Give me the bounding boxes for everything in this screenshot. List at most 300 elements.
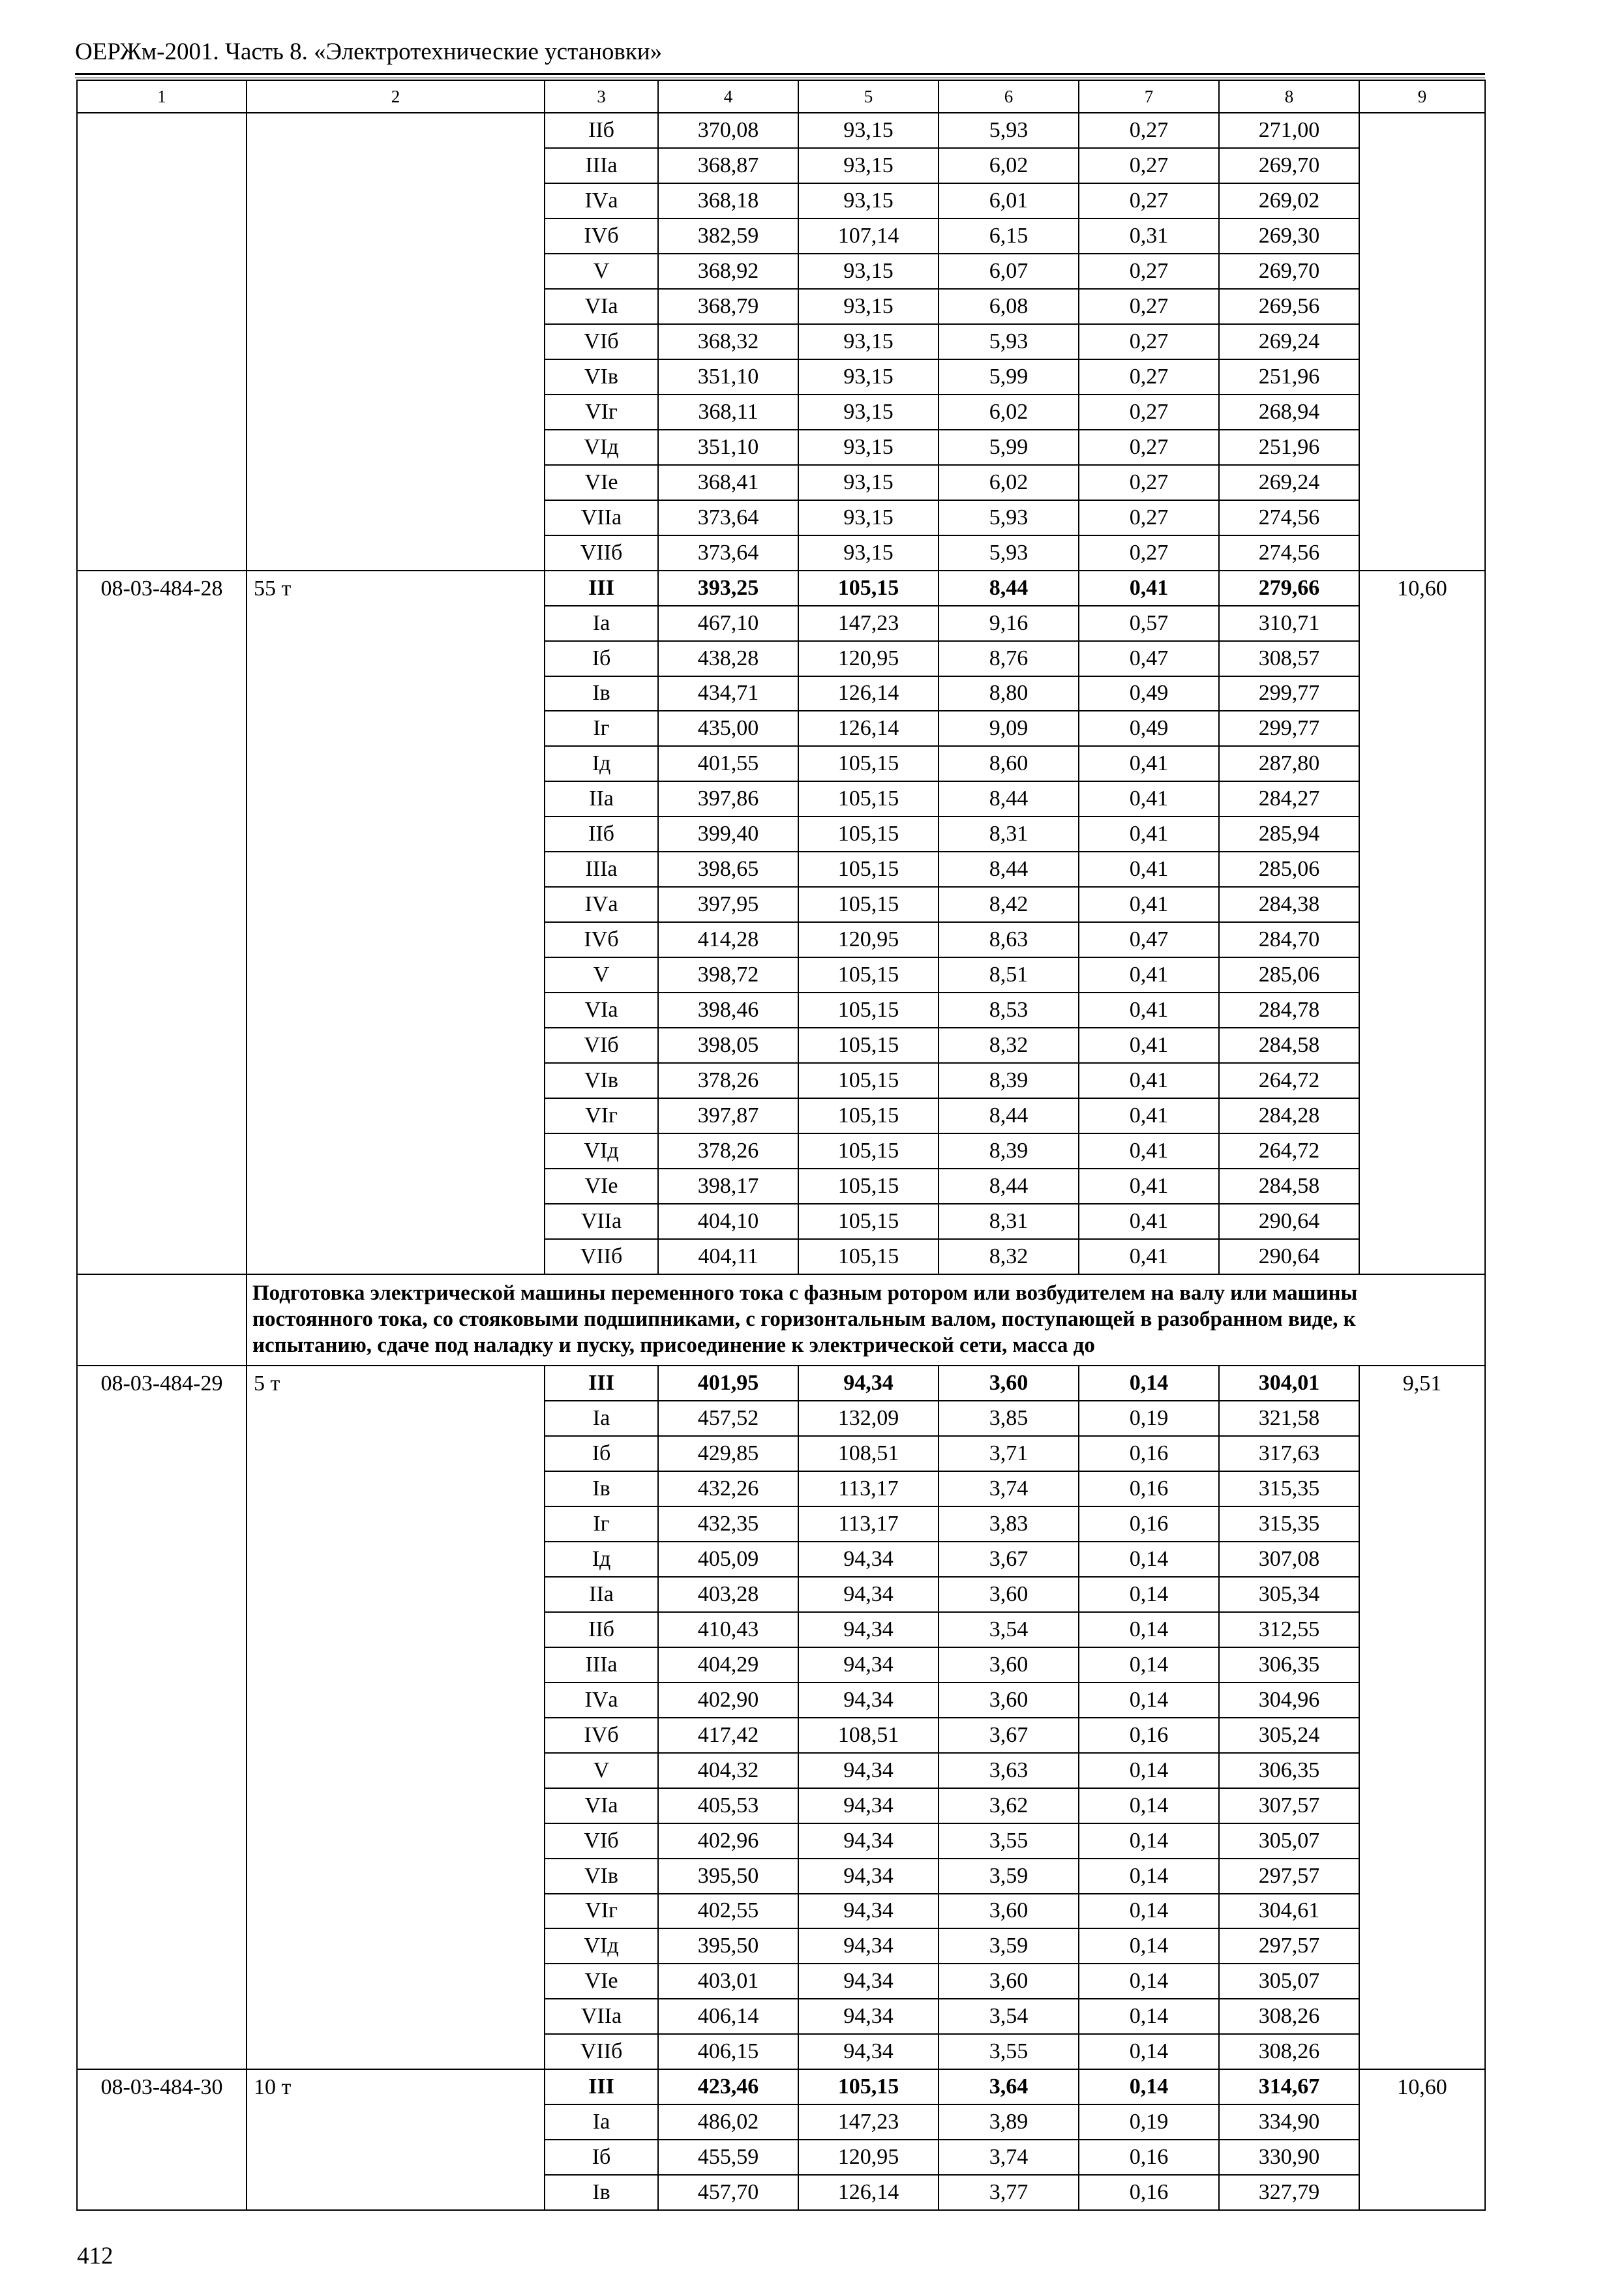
driver-wages-cell: 0,41 (1079, 571, 1219, 606)
wages-cell: 105,15 (798, 1098, 939, 1133)
level-cell: IVа (545, 183, 658, 218)
machine-cost-cell: 3,59 (939, 1859, 1079, 1894)
level-cell: IIIа (545, 148, 658, 183)
wages-cell: 105,15 (798, 1239, 939, 1274)
direct-cost-cell: 401,95 (658, 1366, 798, 1401)
direct-cost-cell: 403,28 (658, 1577, 798, 1612)
driver-wages-cell: 0,41 (1079, 1063, 1219, 1098)
wages-cell: 93,15 (798, 500, 939, 535)
table-row (77, 571, 1485, 606)
column-number-cell: 1 (77, 80, 247, 113)
machine-cost-cell: 8,53 (939, 993, 1079, 1028)
driver-wages-cell: 0,27 (1079, 183, 1219, 218)
level-cell: V (545, 254, 658, 289)
wages-cell: 93,15 (798, 324, 939, 359)
column-number-cell: 8 (1219, 80, 1359, 113)
driver-wages-cell: 0,41 (1079, 1098, 1219, 1133)
table-row (77, 113, 1485, 148)
level-cell: VIIб (545, 2034, 658, 2069)
labor-cost-cell: 9,51 (1359, 1366, 1485, 2069)
column-number-cell: 2 (247, 80, 545, 113)
wages-cell: 94,34 (798, 1928, 939, 1964)
direct-cost-cell: 397,86 (658, 781, 798, 816)
level-cell: Iд (545, 746, 658, 781)
wages-cell: 120,95 (798, 922, 939, 957)
wages-cell: 93,15 (798, 359, 939, 395)
column-number-row (77, 80, 1485, 113)
wages-cell: 93,15 (798, 148, 939, 183)
wages-cell: 105,15 (798, 1063, 939, 1098)
wages-cell: 105,15 (798, 1169, 939, 1204)
direct-cost-cell: 405,53 (658, 1788, 798, 1823)
wages-cell: 126,14 (798, 676, 939, 711)
materials-cost-cell: 271,00 (1219, 113, 1359, 148)
level-cell: VIб (545, 1823, 658, 1859)
driver-wages-cell: 0,27 (1079, 465, 1219, 500)
level-cell: VIIа (545, 1999, 658, 2034)
materials-cost-cell: 269,70 (1219, 148, 1359, 183)
machine-cost-cell: 3,83 (939, 1506, 1079, 1542)
driver-wages-cell: 0,14 (1079, 2069, 1219, 2104)
materials-cost-cell: 317,63 (1219, 1436, 1359, 1471)
wages-cell: 105,15 (798, 816, 939, 852)
wages-cell: 93,15 (798, 113, 939, 148)
driver-wages-cell: 0,16 (1079, 2175, 1219, 2210)
materials-cost-cell: 285,06 (1219, 957, 1359, 993)
materials-cost-cell: 284,38 (1219, 887, 1359, 922)
machine-cost-cell: 8,32 (939, 1028, 1079, 1063)
driver-wages-cell: 0,31 (1079, 218, 1219, 254)
machine-cost-cell: 3,67 (939, 1718, 1079, 1753)
level-cell: IIб (545, 113, 658, 148)
machine-cost-cell: 3,63 (939, 1753, 1079, 1788)
driver-wages-cell: 0,41 (1079, 887, 1219, 922)
driver-wages-cell: 0,14 (1079, 1823, 1219, 1859)
labor-cost-cell (1359, 113, 1485, 571)
wages-cell: 105,15 (798, 1204, 939, 1239)
wages-cell: 147,23 (798, 2104, 939, 2140)
item-code-cell: 08-03-484-30 (77, 2069, 247, 2210)
materials-cost-cell: 305,07 (1219, 1964, 1359, 1999)
column-number-cell: 4 (658, 80, 798, 113)
wages-cell: 93,15 (798, 254, 939, 289)
materials-cost-cell: 327,79 (1219, 2175, 1359, 2210)
driver-wages-cell: 0,27 (1079, 430, 1219, 465)
driver-wages-cell: 0,16 (1079, 1436, 1219, 1471)
level-cell: Iа (545, 1401, 658, 1436)
direct-cost-cell: 438,28 (658, 641, 798, 676)
direct-cost-cell: 351,10 (658, 359, 798, 395)
machine-cost-cell: 6,01 (939, 183, 1079, 218)
materials-cost-cell: 305,24 (1219, 1718, 1359, 1753)
machine-cost-cell: 8,80 (939, 676, 1079, 711)
wages-cell: 94,34 (798, 2034, 939, 2069)
machine-cost-cell: 5,99 (939, 430, 1079, 465)
driver-wages-cell: 0,14 (1079, 1366, 1219, 1401)
level-cell: IVа (545, 1683, 658, 1718)
driver-wages-cell: 0,41 (1079, 993, 1219, 1028)
direct-cost-cell: 373,64 (658, 535, 798, 571)
machine-cost-cell: 3,60 (939, 1577, 1079, 1612)
level-cell: Iб (545, 2140, 658, 2175)
item-code-cell (77, 113, 247, 571)
direct-cost-cell: 435,00 (658, 711, 798, 746)
level-cell: Iб (545, 1436, 658, 1471)
direct-cost-cell: 432,26 (658, 1471, 798, 1506)
driver-wages-cell: 0,14 (1079, 1999, 1219, 2034)
level-cell: IIа (545, 1577, 658, 1612)
materials-cost-cell: 287,80 (1219, 746, 1359, 781)
direct-cost-cell: 404,32 (658, 1753, 798, 1788)
level-cell: III (545, 2069, 658, 2104)
level-cell: III (545, 571, 658, 606)
level-cell: VIIб (545, 535, 658, 571)
materials-cost-cell: 269,56 (1219, 289, 1359, 324)
materials-cost-cell: 297,57 (1219, 1859, 1359, 1894)
level-cell: Iв (545, 1471, 658, 1506)
column-number-cell: 9 (1359, 80, 1485, 113)
level-cell: Iг (545, 711, 658, 746)
materials-cost-cell: 307,08 (1219, 1542, 1359, 1577)
wages-cell: 94,34 (798, 1859, 939, 1894)
machine-cost-cell: 3,89 (939, 2104, 1079, 2140)
driver-wages-cell: 0,19 (1079, 2104, 1219, 2140)
materials-cost-cell: 314,67 (1219, 2069, 1359, 2104)
materials-cost-cell: 284,58 (1219, 1028, 1359, 1063)
materials-cost-cell: 284,28 (1219, 1098, 1359, 1133)
wages-cell: 94,34 (798, 1647, 939, 1683)
wages-cell: 147,23 (798, 606, 939, 641)
driver-wages-cell: 0,14 (1079, 2034, 1219, 2069)
section-heading-row (77, 1274, 1485, 1366)
driver-wages-cell: 0,14 (1079, 1788, 1219, 1823)
level-cell: III (545, 1366, 658, 1401)
direct-cost-cell: 429,85 (658, 1436, 798, 1471)
materials-cost-cell: 279,66 (1219, 571, 1359, 606)
direct-cost-cell: 368,11 (658, 395, 798, 430)
wages-cell: 94,34 (798, 1683, 939, 1718)
direct-cost-cell: 368,92 (658, 254, 798, 289)
driver-wages-cell: 0,27 (1079, 113, 1219, 148)
machine-cost-cell: 8,60 (939, 746, 1079, 781)
materials-cost-cell: 315,35 (1219, 1506, 1359, 1542)
driver-wages-cell: 0,14 (1079, 1928, 1219, 1964)
materials-cost-cell: 274,56 (1219, 500, 1359, 535)
level-cell: V (545, 957, 658, 993)
driver-wages-cell: 0,49 (1079, 676, 1219, 711)
wages-cell: 132,09 (798, 1401, 939, 1436)
wages-cell: 105,15 (798, 1133, 939, 1169)
direct-cost-cell: 457,52 (658, 1401, 798, 1436)
level-cell: VIв (545, 1859, 658, 1894)
direct-cost-cell: 405,09 (658, 1542, 798, 1577)
machine-cost-cell: 3,54 (939, 1999, 1079, 2034)
materials-cost-cell: 330,90 (1219, 2140, 1359, 2175)
wages-cell: 105,15 (798, 2069, 939, 2104)
wages-cell: 93,15 (798, 289, 939, 324)
driver-wages-cell: 0,57 (1079, 606, 1219, 641)
driver-wages-cell: 0,47 (1079, 922, 1219, 957)
materials-cost-cell: 264,72 (1219, 1063, 1359, 1098)
driver-wages-cell: 0,14 (1079, 1753, 1219, 1788)
materials-cost-cell: 315,35 (1219, 1471, 1359, 1506)
machine-cost-cell: 8,63 (939, 922, 1079, 957)
materials-cost-cell: 274,56 (1219, 535, 1359, 571)
level-cell: Iв (545, 2175, 658, 2210)
driver-wages-cell: 0,41 (1079, 746, 1219, 781)
level-cell: IIIа (545, 852, 658, 887)
level-cell: Iа (545, 606, 658, 641)
machine-cost-cell: 3,60 (939, 1964, 1079, 1999)
machine-cost-cell: 3,60 (939, 1894, 1079, 1929)
direct-cost-cell: 414,28 (658, 922, 798, 957)
level-cell: IVб (545, 922, 658, 957)
section-heading-spacer (77, 1274, 247, 1366)
wages-cell: 94,34 (798, 1788, 939, 1823)
machine-cost-cell: 3,60 (939, 1366, 1079, 1401)
materials-cost-cell: 299,77 (1219, 676, 1359, 711)
level-cell: IIа (545, 781, 658, 816)
direct-cost-cell: 467,10 (658, 606, 798, 641)
wages-cell: 105,15 (798, 746, 939, 781)
direct-cost-cell: 351,10 (658, 430, 798, 465)
machine-cost-cell: 8,44 (939, 571, 1079, 606)
wages-cell: 105,15 (798, 887, 939, 922)
driver-wages-cell: 0,27 (1079, 535, 1219, 571)
wages-cell: 93,15 (798, 535, 939, 571)
wages-cell: 105,15 (798, 781, 939, 816)
driver-wages-cell: 0,14 (1079, 1647, 1219, 1683)
section-heading-text: Подготовка электрической машины переменного тока с фазным ротором или возбудителем на валу или машины постоянного тока, со стояковыми подшипниками, с горизонтальным валом, поступающей в разобранном виде, к испытанию, сдаче под наладку и пуску, присоединение к электрической сети, масса до (247, 1274, 1485, 1366)
direct-cost-cell: 406,15 (658, 2034, 798, 2069)
level-cell: VIе (545, 1169, 658, 1204)
driver-wages-cell: 0,49 (1079, 711, 1219, 746)
machine-cost-cell: 3,55 (939, 2034, 1079, 2069)
direct-cost-cell: 395,50 (658, 1928, 798, 1964)
level-cell: IVб (545, 1718, 658, 1753)
item-code-cell: 08-03-484-28 (77, 571, 247, 1274)
direct-cost-cell: 397,87 (658, 1098, 798, 1133)
driver-wages-cell: 0,41 (1079, 816, 1219, 852)
driver-wages-cell: 0,41 (1079, 1239, 1219, 1274)
wages-cell: 105,15 (798, 993, 939, 1028)
driver-wages-cell: 0,14 (1079, 1683, 1219, 1718)
level-cell: VIа (545, 289, 658, 324)
direct-cost-cell: 368,41 (658, 465, 798, 500)
driver-wages-cell: 0,41 (1079, 852, 1219, 887)
direct-cost-cell: 417,42 (658, 1718, 798, 1753)
materials-cost-cell: 290,64 (1219, 1239, 1359, 1274)
level-cell: IIIа (545, 1647, 658, 1683)
machine-cost-cell: 6,02 (939, 395, 1079, 430)
level-cell: IVб (545, 218, 658, 254)
materials-cost-cell: 304,96 (1219, 1683, 1359, 1718)
level-cell: VIIа (545, 500, 658, 535)
column-number-cell: 3 (545, 80, 658, 113)
driver-wages-cell: 0,14 (1079, 1859, 1219, 1894)
direct-cost-cell: 370,08 (658, 113, 798, 148)
driver-wages-cell: 0,16 (1079, 2140, 1219, 2175)
direct-cost-cell: 434,71 (658, 676, 798, 711)
wages-cell: 120,95 (798, 2140, 939, 2175)
level-cell: IVа (545, 887, 658, 922)
materials-cost-cell: 269,24 (1219, 324, 1359, 359)
direct-cost-cell: 399,40 (658, 816, 798, 852)
level-cell: VIе (545, 1964, 658, 1999)
wages-cell: 105,15 (798, 852, 939, 887)
materials-cost-cell: 310,71 (1219, 606, 1359, 641)
level-cell: Iа (545, 2104, 658, 2140)
materials-cost-cell: 304,61 (1219, 1894, 1359, 1929)
machine-cost-cell: 3,59 (939, 1928, 1079, 1964)
materials-cost-cell: 284,27 (1219, 781, 1359, 816)
machine-cost-cell: 3,55 (939, 1823, 1079, 1859)
direct-cost-cell: 402,55 (658, 1894, 798, 1929)
materials-cost-cell: 307,57 (1219, 1788, 1359, 1823)
price-table-body (77, 80, 1485, 2210)
wages-cell: 108,51 (798, 1436, 939, 1471)
machine-cost-cell: 6,08 (939, 289, 1079, 324)
direct-cost-cell: 373,64 (658, 500, 798, 535)
machine-cost-cell: 3,71 (939, 1436, 1079, 1471)
direct-cost-cell: 398,17 (658, 1169, 798, 1204)
item-name-cell: 55 т (247, 571, 545, 1274)
direct-cost-cell: 382,59 (658, 218, 798, 254)
direct-cost-cell: 432,35 (658, 1506, 798, 1542)
materials-cost-cell: 297,57 (1219, 1928, 1359, 1964)
materials-cost-cell: 269,02 (1219, 183, 1359, 218)
driver-wages-cell: 0,27 (1079, 395, 1219, 430)
wages-cell: 108,51 (798, 1718, 939, 1753)
materials-cost-cell: 308,57 (1219, 641, 1359, 676)
wages-cell: 94,34 (798, 1366, 939, 1401)
materials-cost-cell: 299,77 (1219, 711, 1359, 746)
wages-cell: 94,34 (798, 1999, 939, 2034)
materials-cost-cell: 308,26 (1219, 1999, 1359, 2034)
wages-cell: 94,34 (798, 1612, 939, 1647)
wages-cell: 93,15 (798, 395, 939, 430)
column-number-cell: 7 (1079, 80, 1219, 113)
machine-cost-cell: 3,74 (939, 2140, 1079, 2175)
driver-wages-cell: 0,27 (1079, 289, 1219, 324)
machine-cost-cell: 5,93 (939, 113, 1079, 148)
machine-cost-cell: 3,67 (939, 1542, 1079, 1577)
level-cell: VIб (545, 324, 658, 359)
machine-cost-cell: 8,39 (939, 1133, 1079, 1169)
item-name-cell: 10 т (247, 2069, 545, 2210)
direct-cost-cell: 402,96 (658, 1823, 798, 1859)
direct-cost-cell: 404,11 (658, 1239, 798, 1274)
materials-cost-cell: 251,96 (1219, 359, 1359, 395)
direct-cost-cell: 404,10 (658, 1204, 798, 1239)
level-cell: VIе (545, 465, 658, 500)
driver-wages-cell: 0,27 (1079, 254, 1219, 289)
driver-wages-cell: 0,14 (1079, 1612, 1219, 1647)
machine-cost-cell: 6,02 (939, 465, 1079, 500)
materials-cost-cell: 251,96 (1219, 430, 1359, 465)
direct-cost-cell: 457,70 (658, 2175, 798, 2210)
driver-wages-cell: 0,16 (1079, 1506, 1219, 1542)
item-code-cell: 08-03-484-29 (77, 1366, 247, 2069)
wages-cell: 93,15 (798, 465, 939, 500)
direct-cost-cell: 368,87 (658, 148, 798, 183)
level-cell: IIб (545, 1612, 658, 1647)
materials-cost-cell: 284,78 (1219, 993, 1359, 1028)
wages-cell: 105,15 (798, 571, 939, 606)
direct-cost-cell: 398,72 (658, 957, 798, 993)
driver-wages-cell: 0,41 (1079, 1133, 1219, 1169)
level-cell: Iб (545, 641, 658, 676)
materials-cost-cell: 306,35 (1219, 1753, 1359, 1788)
machine-cost-cell: 8,76 (939, 641, 1079, 676)
driver-wages-cell: 0,41 (1079, 1028, 1219, 1063)
wages-cell: 105,15 (798, 957, 939, 993)
driver-wages-cell: 0,41 (1079, 1169, 1219, 1204)
page-number: 412 (77, 2243, 113, 2269)
wages-cell: 94,34 (798, 1823, 939, 1859)
materials-cost-cell: 269,30 (1219, 218, 1359, 254)
machine-cost-cell: 8,44 (939, 1169, 1079, 1204)
level-cell: VIIа (545, 1204, 658, 1239)
direct-cost-cell: 455,59 (658, 2140, 798, 2175)
direct-cost-cell: 395,50 (658, 1859, 798, 1894)
driver-wages-cell: 0,14 (1079, 1894, 1219, 1929)
driver-wages-cell: 0,27 (1079, 148, 1219, 183)
level-cell: VIг (545, 1098, 658, 1133)
level-cell: VIг (545, 1894, 658, 1929)
machine-cost-cell: 6,15 (939, 218, 1079, 254)
materials-cost-cell: 268,94 (1219, 395, 1359, 430)
wages-cell: 113,17 (798, 1471, 939, 1506)
machine-cost-cell: 3,85 (939, 1401, 1079, 1436)
column-number-cell: 5 (798, 80, 939, 113)
wages-cell: 94,34 (798, 1964, 939, 1999)
labor-cost-cell: 10,60 (1359, 2069, 1485, 2210)
machine-cost-cell: 9,16 (939, 606, 1079, 641)
driver-wages-cell: 0,14 (1079, 1542, 1219, 1577)
materials-cost-cell: 285,94 (1219, 816, 1359, 852)
machine-cost-cell: 3,77 (939, 2175, 1079, 2210)
driver-wages-cell: 0,14 (1079, 1577, 1219, 1612)
machine-cost-cell: 8,51 (939, 957, 1079, 993)
wages-cell: 94,34 (798, 1894, 939, 1929)
item-name-cell: 5 т (247, 1366, 545, 2069)
machine-cost-cell: 3,62 (939, 1788, 1079, 1823)
item-name-cell (247, 113, 545, 571)
driver-wages-cell: 0,41 (1079, 781, 1219, 816)
machine-cost-cell: 8,32 (939, 1239, 1079, 1274)
level-cell: VIв (545, 359, 658, 395)
machine-cost-cell: 9,09 (939, 711, 1079, 746)
materials-cost-cell: 312,55 (1219, 1612, 1359, 1647)
driver-wages-cell: 0,16 (1079, 1718, 1219, 1753)
materials-cost-cell: 308,26 (1219, 2034, 1359, 2069)
machine-cost-cell: 3,60 (939, 1647, 1079, 1683)
direct-cost-cell: 403,01 (658, 1964, 798, 1999)
driver-wages-cell: 0,27 (1079, 324, 1219, 359)
level-cell: VIа (545, 1788, 658, 1823)
machine-cost-cell: 8,42 (939, 887, 1079, 922)
driver-wages-cell: 0,41 (1079, 957, 1219, 993)
machine-cost-cell: 3,54 (939, 1612, 1079, 1647)
wages-cell: 120,95 (798, 641, 939, 676)
level-cell: VIб (545, 1028, 658, 1063)
direct-cost-cell: 406,14 (658, 1999, 798, 2034)
machine-cost-cell: 8,39 (939, 1063, 1079, 1098)
machine-cost-cell: 3,64 (939, 2069, 1079, 2104)
direct-cost-cell: 397,95 (658, 887, 798, 922)
direct-cost-cell: 378,26 (658, 1133, 798, 1169)
